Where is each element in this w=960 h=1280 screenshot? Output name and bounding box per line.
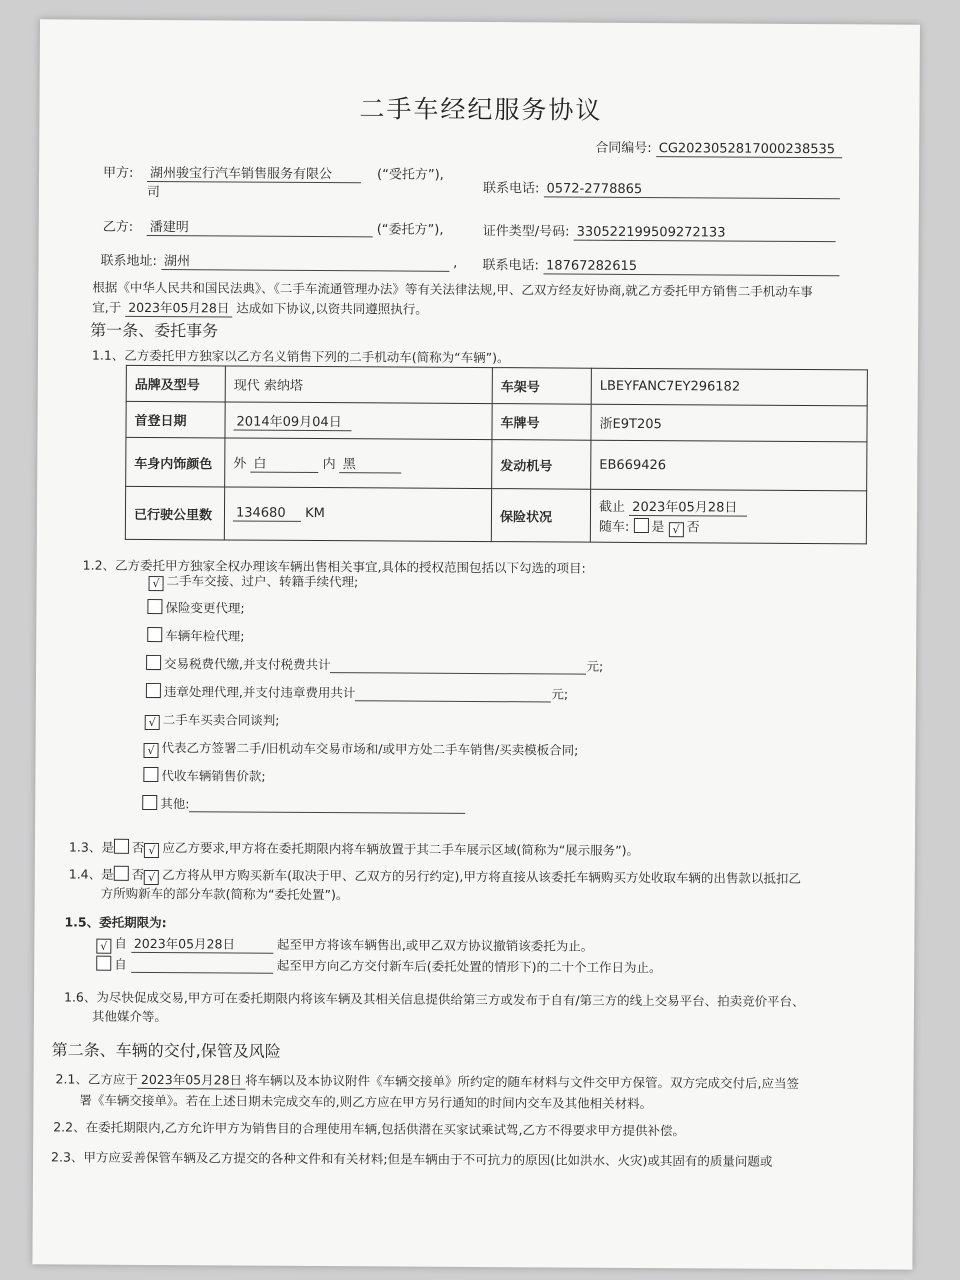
authorization-checkbox[interactable] [146, 655, 161, 670]
authorization-option [146, 682, 568, 703]
insurance-until [599, 495, 858, 517]
document-title: 二手车经纪服务协议 [359, 94, 603, 125]
clause-1-3-number: 1.3、 [68, 839, 102, 855]
party-a-phone [483, 177, 840, 199]
party-b-phone [482, 254, 839, 276]
address-comma: , [453, 255, 458, 271]
clause-2-1-text: 将车辆以及本协议附件《车辆交接单》所约定的随车材料与文件交甲方保管。双方完成交付后,应当签 [245, 1072, 800, 1091]
color-in-label: 内 [322, 457, 336, 473]
clause-1-4-line2: 方所购新车的部分车款(简称为“委托处置”)。 [100, 885, 349, 903]
authorization-label: 保险变更代理; [165, 600, 245, 616]
authorization-label: 交易税费代缴,并支付税费共计 [164, 656, 331, 673]
party-b-role: (“委托方”), [376, 222, 444, 238]
party-b-phone-label: 联系电话: [482, 258, 539, 274]
mileage-label: 已行驶公里数 [125, 486, 224, 540]
authorization-option [145, 710, 280, 731]
authorization-option [146, 654, 603, 675]
clause-1-4-no-label: 否 [131, 866, 145, 882]
clause-1-6: 1.6、为尽快促成交易,甲方可在委托期限内将该车辆及其相关信息提供给第三方或发布于自有/第三方的线上交易平台、拍卖竞价平台、 [63, 989, 805, 1010]
brand-label: 品牌及型号 [126, 365, 225, 402]
party-b-label: 乙方: [102, 219, 134, 235]
brand-value: 现代 索纳塔 [225, 366, 492, 404]
intro-date: 2023年05月28日 [125, 298, 232, 318]
authorization-label: 代表乙方签署二手/旧机动车交易市场和/或甲方处二手车销售/买卖模板合同; [161, 740, 579, 758]
table-row [126, 401, 867, 442]
authorization-option [143, 738, 578, 761]
term-option-1-from: 自 [114, 935, 127, 951]
contract-page [32, 19, 920, 1269]
party-a-name-line1: 湖州骏宝行汽车销售服务有限公 [147, 162, 361, 183]
authorization-unit: 元; [551, 686, 569, 702]
authorization-label: 车辆年检代理; [165, 628, 245, 644]
insurance-until-label: 截止 [598, 499, 626, 515]
clause-2-1-date: 2023年05月28日 [138, 1070, 245, 1090]
clause-1-4-text: 乙方将从甲方购买新车(取决于甲、乙双方的另行约定),甲方将直接从该委托车辆购买方处收取车辆的出售款以抵扣乙 [162, 867, 801, 886]
term-option-2-text: 起至甲方向乙方交付新车后(委托处置的情形下)的二十个工作日为止。 [276, 957, 662, 976]
address [100, 250, 457, 272]
clause-2-2: 2.2、在委托期限内,乙方允许甲方为销售目的合理使用车辆,包括供潜在买家试乘试驾,乙方不得要求甲方提供补偿。 [53, 1119, 686, 1139]
authorization-checkbox[interactable] [147, 599, 162, 614]
insurance-no-label: 否 [686, 519, 700, 535]
clause-1-3-no-checkbox[interactable]: √ [144, 843, 159, 858]
clause-2-1-line2: 署《车辆交接单》。若在上述日期未完成交车的,则乙方应在甲方另行通知的时间内交车及其他相关材料。 [79, 1092, 653, 1112]
party-b-phone-value: 18767282615 [543, 258, 839, 276]
clause-1-5-heading: 1.5、委托期限为: [64, 914, 167, 931]
party-a-phone-value: 0572-2778865 [543, 181, 839, 199]
party-a-label: 甲方: [103, 165, 134, 181]
clause-1-3-no-label: 否 [131, 839, 145, 855]
intro-line-1: 根据《中华人民共和国民法典》、《二手车流通管理办法》等有关法律法规,甲、乙双方经友好协商,就乙方委托甲方销售二手机动车事 [92, 279, 813, 300]
authorization-option [147, 626, 244, 645]
section-1-heading: 第一条、委托事务 [90, 320, 219, 341]
clause-1-4-number: 1.4、 [68, 866, 102, 882]
clause-1-4-yes-label: 是 [101, 866, 114, 882]
term-option-2-from: 自 [114, 956, 127, 972]
insurance-no-checkbox[interactable]: √ [669, 522, 684, 537]
authorization-checkbox[interactable] [143, 767, 158, 782]
intro-prefix: 宜,于 [92, 299, 122, 315]
vin-value: LBEYFANC7EY296182 [591, 368, 867, 406]
authorization-option [149, 571, 359, 592]
clause-1-5-option-1 [96, 934, 593, 957]
party-a-role: (“受托方”), [377, 167, 444, 183]
insurance-yes-checkbox[interactable] [633, 517, 648, 532]
authorization-label: 其他: [160, 796, 190, 812]
authorization-unit: 元; [586, 658, 604, 674]
mileage-value: 134680 [233, 506, 301, 522]
table-row [126, 365, 867, 406]
plate-value: 浙E9T205 [591, 404, 867, 442]
term-option-2-checkbox[interactable] [96, 956, 111, 971]
party-b-id-label: 证件类型/号码: [482, 224, 570, 240]
authorization-checkbox[interactable]: √ [143, 743, 158, 758]
authorization-checkbox[interactable] [147, 627, 162, 642]
vehicle-info-table [125, 365, 868, 545]
insurance-follow [599, 515, 858, 538]
clause-1-3-yes-label: 是 [101, 839, 114, 855]
insurance-yes-label: 是 [651, 519, 665, 535]
mileage-unit: KM [305, 505, 325, 522]
table-row [125, 486, 866, 544]
clause-1-6-line2: 其他媒介等。 [91, 1008, 167, 1025]
authorization-checkbox[interactable]: √ [149, 576, 164, 591]
authorization-label: 违章处理代理,并支付违章费用共计 [163, 684, 356, 701]
reg-date-cell [225, 402, 492, 440]
reg-date-value: 2014年09月04日 [234, 410, 352, 431]
contract-number-value: CG2023052817000238535 [656, 141, 842, 158]
party-b-name [147, 216, 373, 237]
party-b-id [483, 220, 836, 242]
section-2-heading: 第二条、车辆的交付,保管及风险 [51, 1040, 281, 1061]
intro-line-2 [92, 298, 428, 319]
authorization-label: 代收车辆销售价款; [161, 768, 266, 784]
authorization-option [143, 766, 265, 785]
term-option-1-text: 起至甲方将该车辆售出,或甲乙双方协议撤销该委托为止。 [276, 936, 594, 954]
authorization-amount-blank[interactable] [355, 685, 551, 702]
insurance-label: 保险状况 [491, 489, 590, 543]
intro-suffix: 达成如下协议,以资共同遵照执行。 [236, 300, 428, 317]
authorization-checkbox[interactable] [146, 683, 161, 698]
party-a-phone-label: 联系电话: [482, 181, 540, 197]
authorization-option [147, 598, 244, 617]
authorization-label: 二手车买卖合同谈判; [162, 712, 280, 728]
authorization-amount-blank[interactable] [189, 796, 465, 814]
mileage-cell [224, 487, 491, 542]
clause-1-3-text: 应乙方要求,甲方将在委托期限内将车辆放置于其二手车展示区域(简称为“展示服务”)。 [162, 840, 640, 858]
party-b-id-value: 330522199509272133 [574, 225, 836, 243]
clause-1-3-yes-checkbox[interactable] [114, 839, 129, 854]
term-option-1-date: 2023年05月28日 [131, 934, 273, 954]
party-a-name [147, 162, 363, 183]
clause-1-2-intro: 1.2、乙方委托甲方独家全权办理该车辆出售相关事宜,具体的授权范围包括以下勾选的项目: [82, 557, 586, 576]
party-a-name-line2: 司 [146, 184, 161, 201]
insurance-follow-label: 随车: [598, 519, 630, 535]
insurance-cell [590, 489, 866, 544]
address-label: 联系地址: [100, 253, 157, 270]
contract-number [595, 137, 842, 159]
color-cell [225, 438, 492, 489]
clause-1-1: 1.1、乙方委托甲方独家以乙方名义销售下列的二手机动车(简称为“车辆”)。 [91, 347, 510, 366]
address-value: 湖州 [161, 250, 449, 272]
term-option-2-date [131, 957, 273, 974]
authorization-option [142, 794, 465, 814]
color-in-value: 黑 [340, 453, 402, 473]
clause-2-1 [55, 1069, 799, 1093]
vin-label: 车架号 [492, 368, 591, 405]
authorization-checkbox[interactable]: √ [145, 715, 160, 730]
party-b-name-value: 潘建明 [147, 216, 373, 237]
authorization-amount-blank[interactable] [331, 657, 587, 675]
clause-1-4-yes-checkbox[interactable] [114, 866, 129, 881]
clause-1-5-option-2 [96, 955, 661, 976]
clause-1-4-no-checkbox[interactable]: √ [144, 870, 159, 885]
plate-label: 车牌号 [492, 404, 591, 441]
contract-number-label: 合同编号: [595, 140, 652, 157]
reg-date-label: 首登日期 [126, 401, 225, 438]
color-label: 车身内饰颜色 [126, 437, 225, 487]
table-row [126, 437, 867, 491]
insurance-until-value: 2023年05月28日 [629, 495, 747, 516]
term-option-1-checkbox[interactable]: √ [96, 939, 111, 954]
engine-value: EB669426 [591, 440, 867, 491]
authorization-checkbox[interactable] [142, 795, 157, 810]
color-out-value: 白 [250, 453, 318, 473]
clause-2-1-prefix: 2.1、乙方应于 [55, 1071, 138, 1087]
clause-2-3: 2.3、甲方应妥善保管车辆及乙方提交的各种文件和有关材料;但是车辆由于不可抗力的原因(比如洪水、火灾)或其固有的质量问题或 [51, 1149, 773, 1169]
clause-1-3 [69, 838, 639, 861]
authorization-label: 二手车交接、过户、转籍手续代理; [166, 573, 359, 590]
color-out-label: 外 [233, 456, 247, 472]
engine-label: 发动机号 [492, 440, 591, 490]
